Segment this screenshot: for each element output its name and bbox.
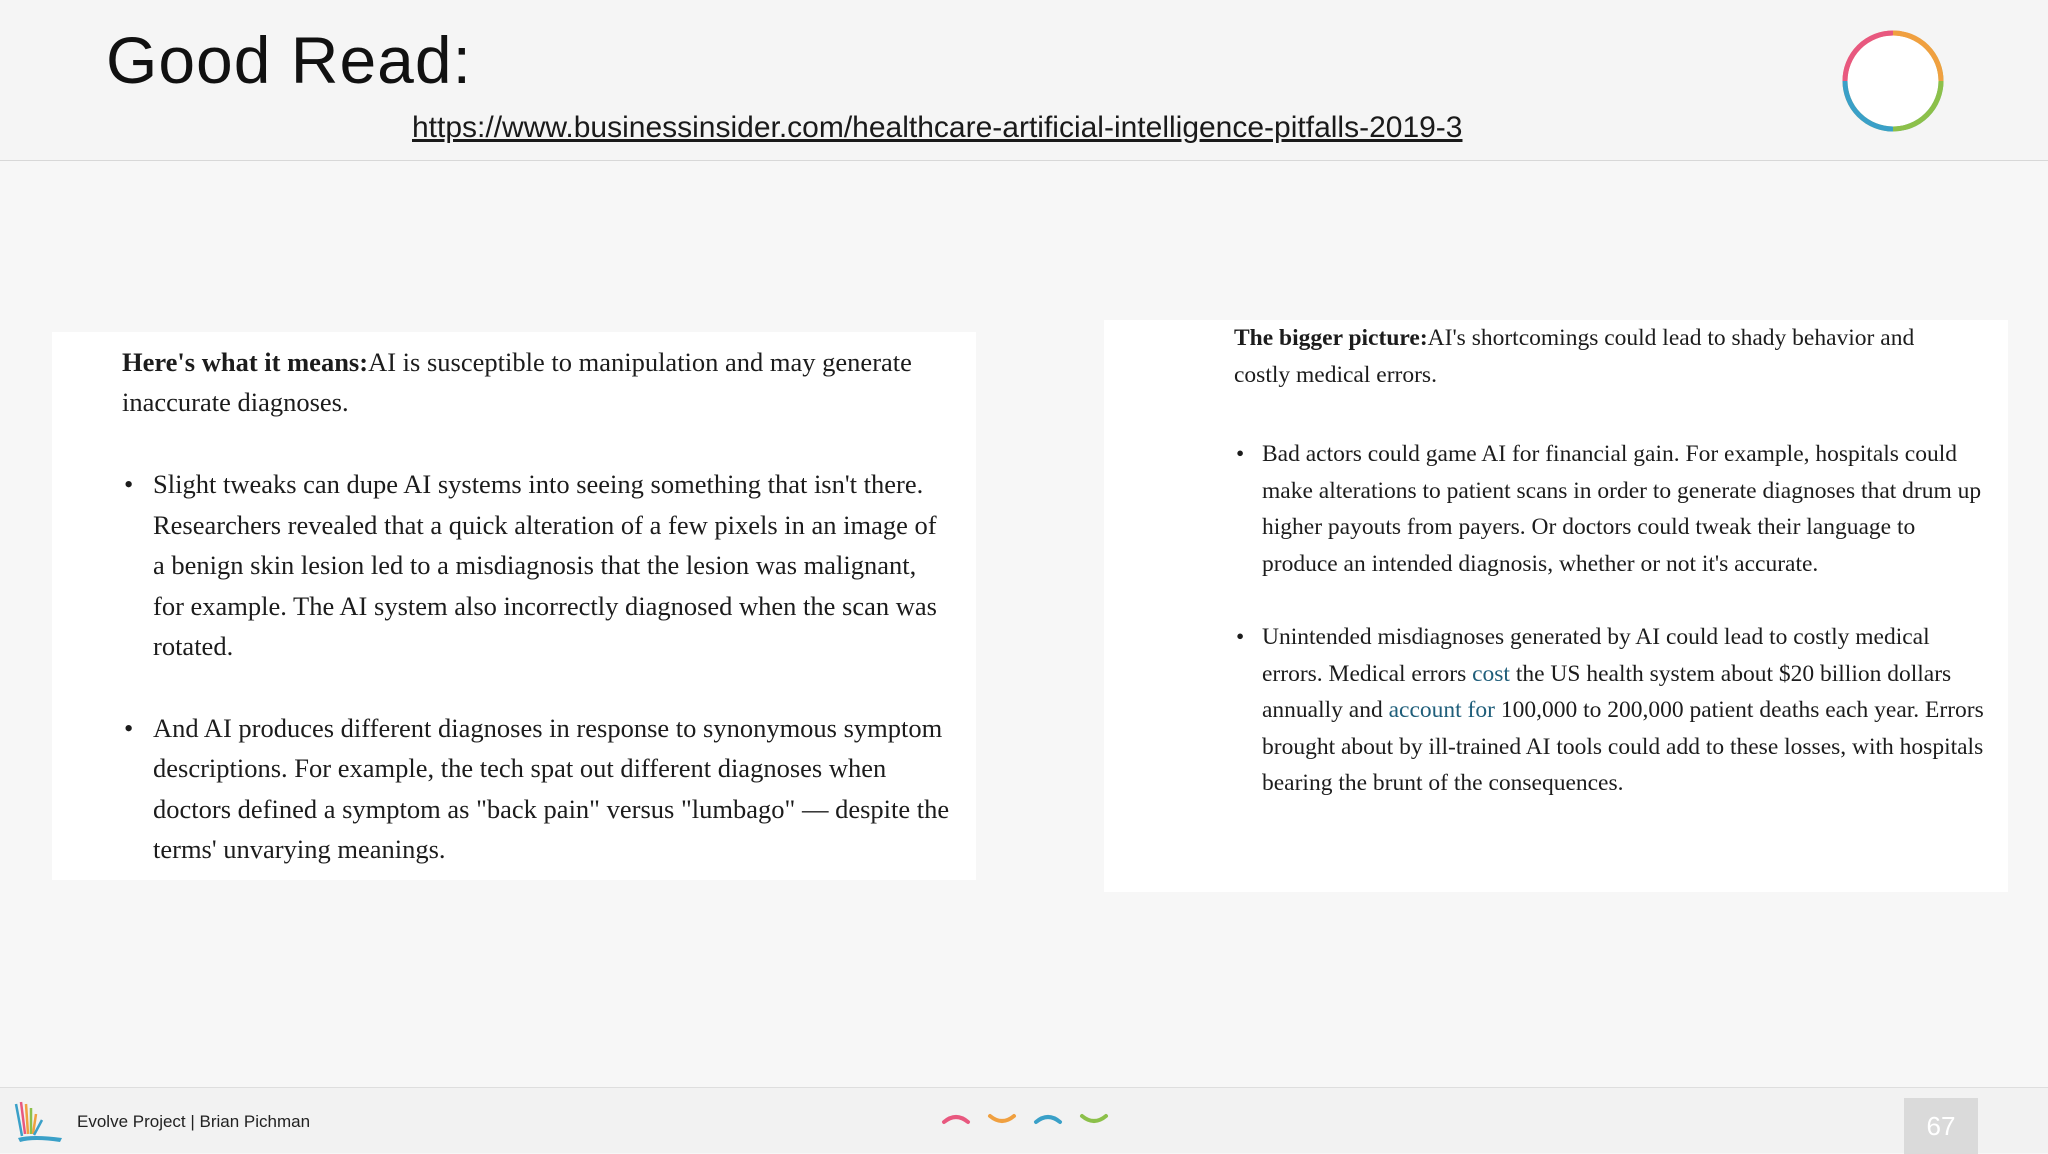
gradient-ring-icon: [1840, 28, 1946, 134]
account-for-link[interactable]: account for: [1388, 697, 1495, 723]
right-article-excerpt: [1104, 320, 2008, 892]
right-bullet-list: [1234, 436, 1994, 802]
list-item-text: Slight tweaks can dupe AI systems into seeing something that isn't there. Researchers revealed that a quick alteration of a few pixels in an image of a benign skin lesion led to a misdiagnosis that the lesion was malignant, for example. The AI system also incorrectly diagnosed when the scan was rotated.: [153, 469, 937, 661]
book-pages-logo-icon: [12, 1098, 64, 1144]
list-item-text: And AI produces different diagnoses in response to synonymous symptom descriptions. For example, the tech spat out different diagnoses when doctors defined a symptom as "back pain" versus "lumbago" — despite the terms' unvarying meanings.: [153, 712, 950, 864]
list-item: [1234, 619, 1994, 802]
slide-footer: [0, 1087, 2048, 1153]
right-lead-paragraph: [1234, 320, 1974, 394]
list-item: [122, 708, 952, 870]
left-lead-paragraph: [122, 342, 922, 422]
footer-credit: Evolve Project | Brian Pichman: [77, 1112, 311, 1131]
article-link[interactable]: https://www.businessinsider.com/healthcare-artificial-intelligence-pitfalls-2019-3: [412, 111, 1463, 144]
page-number: 67: [1904, 1098, 1978, 1154]
cost-link[interactable]: cost: [1472, 660, 1510, 687]
bullet-icon: •: [1236, 441, 1245, 467]
bullet-icon: •: [124, 712, 134, 743]
list-item-text-part2: the US health system about $20 billion dollars annually and: [1262, 660, 1952, 723]
left-lead-text: AI is susceptible to manipulation and may generate inaccurate diagnoses.: [122, 347, 912, 417]
left-article-excerpt: [52, 332, 976, 880]
list-item-text-part1: Unintended misdiagnoses generated by AI could lead to costly medical errors. Medical errors: [1262, 624, 1930, 687]
bullet-icon: •: [1236, 624, 1245, 650]
bullet-icon: •: [124, 469, 134, 499]
list-item: [122, 464, 952, 667]
slide-header: [0, 0, 2048, 161]
color-arcs-decoration-icon: [940, 1110, 1116, 1130]
slide-title: Good Read:: [106, 23, 472, 97]
list-item: [1234, 436, 1994, 582]
left-bullet-list: [122, 464, 952, 870]
right-lead-text: AI's shortcomings could lead to shady behavior and costly medical errors.: [1234, 325, 1915, 388]
list-item-text: Bad actors could game AI for financial gain. For example, hospitals could make alterations to patient scans in order to generate diagnoses that drum up higher payouts from payers. Or doctors could tweak their language to produce an intended diagnosis, whether or not it's accurate.: [1262, 441, 1982, 577]
right-lead-bold: The bigger picture:: [1234, 325, 1428, 351]
left-lead-bold: Here's what it means:: [122, 347, 369, 377]
list-item-text-part3: 100,000 to 200,000 patient deaths each year. Errors brought about by ill-trained AI tools could add to these losses, with hospitals bearing the brunt of the consequences.: [1262, 697, 1984, 796]
